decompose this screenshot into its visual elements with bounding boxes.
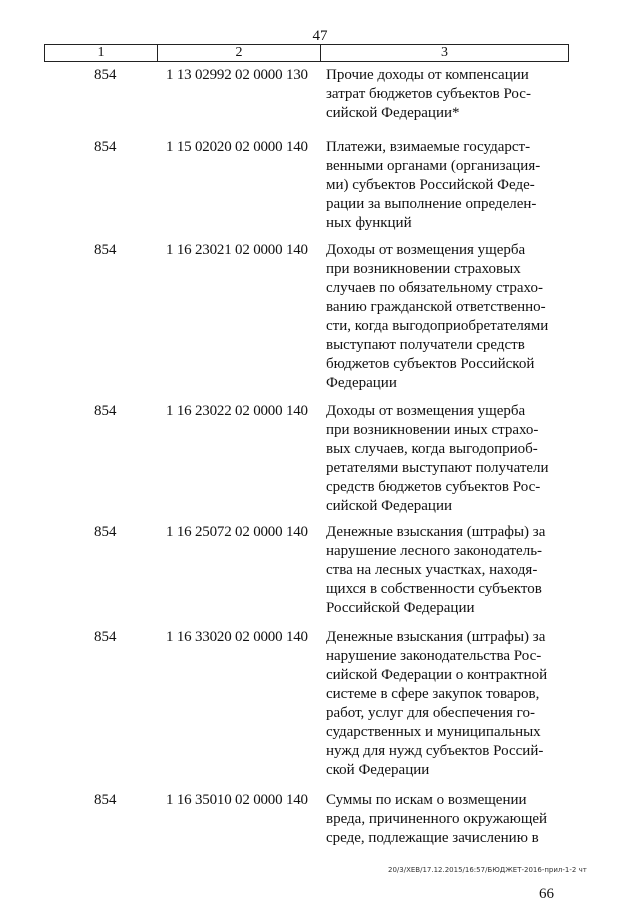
corner-page-number: 66 [539,886,554,902]
admin-code: 854 [94,139,117,155]
column-header-1: 1 [45,45,158,62]
description-line: Денежные взыскания (штрафы) за [326,629,546,645]
kbk-code: 1 16 25072 02 0000 140 [166,524,308,540]
description-line: вреда, причиненного окружающей [326,811,548,827]
description-line: Доходы от возмещения ущерба [326,403,526,419]
description-line: нарушение законодательства Рос- [326,648,542,664]
description-line: рации за выполнение определен- [326,196,537,212]
column-header-3: 3 [321,45,569,62]
row-description [326,402,562,516]
row-description [326,138,562,233]
description-line: ванию гражданской ответственно- [326,299,546,315]
admin-code: 854 [94,403,117,419]
description-line: Российской Федерации [326,600,475,616]
kbk-code: 1 16 23021 02 0000 140 [166,242,308,258]
description-line: случаев по обязательному страхо- [326,280,543,296]
column-header-table [44,44,569,62]
description-line: щихся в собственности субъектов [326,581,542,597]
page-number: 47 [312,28,328,44]
admin-code: 854 [94,242,117,258]
row-description [326,523,562,618]
row-description [326,241,562,393]
description-line: бюджетов субъектов Российской [326,356,535,372]
admin-code: 854 [94,629,117,645]
description-line: нарушение лесного законодатель- [326,543,543,559]
kbk-code: 1 16 33020 02 0000 140 [166,629,308,645]
description-line: венными органами (организация- [326,158,541,174]
row-description [326,628,562,780]
description-line: ской Федерации [326,762,430,778]
row-description [326,791,562,848]
description-line: при возникновении иных страхо- [326,422,539,438]
description-line: нужд для нужд субъектов Россий- [326,743,544,759]
description-line: работ, услуг для обеспечения го- [326,705,535,721]
description-line: сударственных и муниципальных [326,724,541,740]
admin-code: 854 [94,67,117,83]
description-line: сийской Федерации о контрактной [326,667,548,683]
description-line: Федерации [326,375,397,391]
description-line: затрат бюджетов субъектов Рос- [326,86,531,102]
kbk-code: 1 13 02992 02 0000 130 [166,67,308,83]
kbk-code: 1 15 02020 02 0000 140 [166,139,308,155]
description-line: сийской Федерации* [326,105,460,121]
description-line: вых случаев, когда выгодоприоб- [326,441,538,457]
description-line: ретателями выступают получатели [326,460,549,476]
description-line: средств бюджетов субъектов Рос- [326,479,541,495]
description-line: Прочие доходы от компенсации [326,67,529,83]
description-line: при возникновении страховых [326,261,521,277]
description-line: ных функций [326,215,412,231]
admin-code: 854 [94,524,117,540]
description-line: ми) субъектов Российской Феде- [326,177,535,193]
description-line: выступают получатели средств [326,337,525,353]
description-line: Суммы по искам о возмещении [326,792,527,808]
description-line: сийской Федерации [326,498,453,514]
row-description [326,66,562,123]
description-line: Денежные взыскания (штрафы) за [326,524,546,540]
kbk-code: 1 16 23022 02 0000 140 [166,403,308,419]
kbk-code: 1 16 35010 02 0000 140 [166,792,308,808]
description-line: сти, когда выгодоприобретателями [326,318,549,334]
description-line: системе в сфере закупок товаров, [326,686,540,702]
document-stamp: 20/3/ХЕВ/17.12.2015/16:57/БЮДЖЕТ-2016-прил-1-2 чт [388,866,587,874]
description-line: среде, подлежащие зачислению в [326,830,539,846]
description-line: Доходы от возмещения ущерба [326,242,526,258]
admin-code: 854 [94,792,117,808]
column-header-2: 2 [158,45,321,62]
description-line: ства на лесных участках, находя- [326,562,538,578]
description-line: Платежи, взимаемые государст- [326,139,531,155]
